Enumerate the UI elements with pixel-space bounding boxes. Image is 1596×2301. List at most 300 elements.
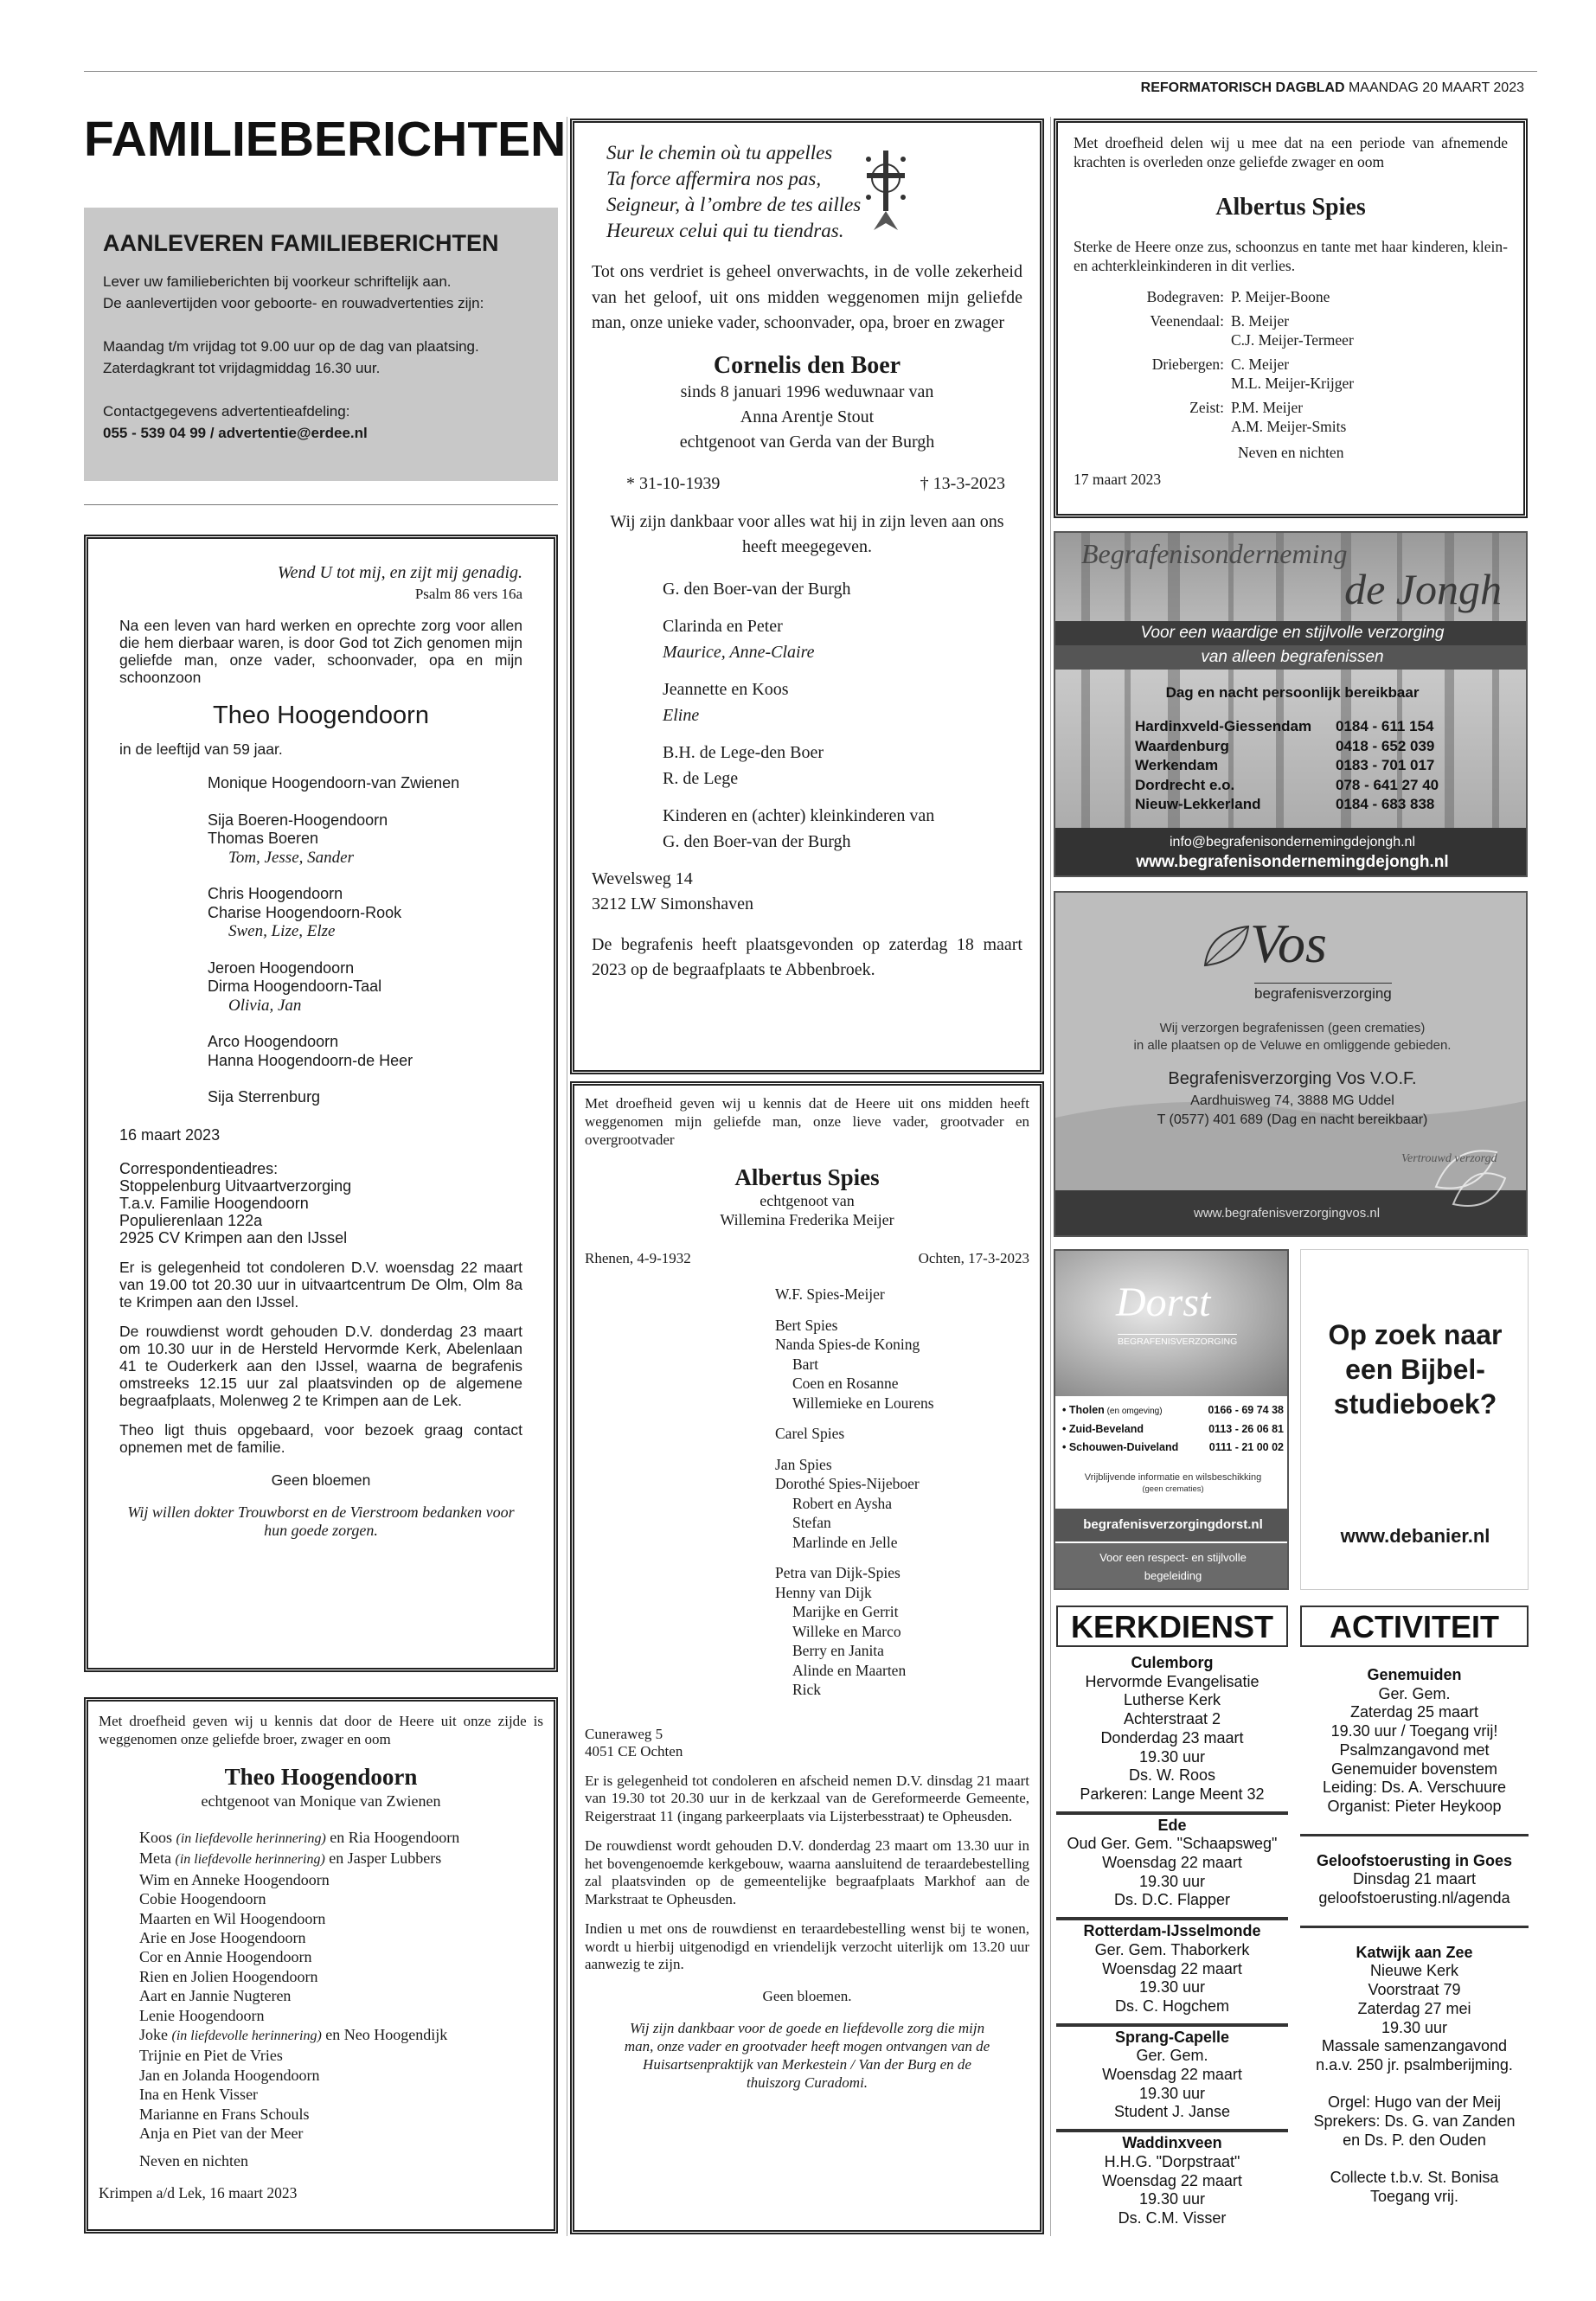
family-member xyxy=(139,2025,543,2046)
family-member: Dorothé Spies-Nijeboer xyxy=(775,1475,920,1492)
reachable: Dag en nacht persoonlijk bereikbaar xyxy=(1165,684,1420,701)
address-line: Correspondentieadres: xyxy=(119,1159,279,1177)
member-name: Trijnie en Piet de Vries xyxy=(139,2047,283,2065)
phone-table xyxy=(1135,717,1439,815)
born: * 31-10-1939 xyxy=(626,473,721,493)
family-member xyxy=(139,1828,543,1849)
deceased-name: Albertus Spies xyxy=(734,1164,880,1190)
entry-place: Waddinxveen xyxy=(1122,2134,1222,2152)
activiteit-entry xyxy=(1300,1834,1529,1920)
family-member: Petra van Dijk-Spies xyxy=(775,1564,901,1581)
entry-line: Massale samenzangavond xyxy=(1321,2037,1508,2055)
thanks: Wij zijn dankbaar voor de goede en liefdevolle zorg die mijn man, onze vader en grootvader heeft mogen ontvangen van de Huisartsenpraktijk van Merkestein / Van der Burg en de thuiszorg Curadomi. xyxy=(624,2019,990,2091)
activiteit-title: ACTIVITEIT xyxy=(1300,1606,1529,1647)
member-name: Cor en Annie Hoogendoorn xyxy=(139,1948,312,1966)
family-member: C.J. Meijer-Termeer xyxy=(1231,331,1354,349)
phone-number: 078 - 641 27 40 xyxy=(1336,776,1439,793)
family-group xyxy=(775,1424,1029,1444)
banier-text: Op zoek naar een Bijbel-studieboek? xyxy=(1328,1319,1503,1420)
entry-line: Psalmzangavond met xyxy=(1339,1740,1490,1759)
entry-line: Ds. W. Roos xyxy=(1128,1766,1216,1785)
logo-tag: begrafenisverzorging xyxy=(1254,983,1392,1003)
grandchildren: Maurice, Anne-Claire xyxy=(663,642,815,662)
wish: Sterke de Heere onze zus, schoonzus en tante met haar kinderen, klein- en achterkleinkinderen in dit verlies. xyxy=(1074,238,1508,274)
family-member: Charise Hoogendoorn-Rook xyxy=(208,903,402,921)
address-line: 4051 CE Ochten xyxy=(585,1742,683,1759)
ad-de-banier xyxy=(1300,1249,1529,1590)
family-member xyxy=(139,1870,543,1889)
member-name: Meta xyxy=(139,1849,176,1868)
family-member: B. Meijer xyxy=(1231,312,1290,330)
deceased-name: Theo Hoogendoorn xyxy=(224,1764,418,1790)
grandchild: Marijke en Gerrit xyxy=(792,1603,899,1620)
family-group xyxy=(208,959,522,1016)
para-service: De rouwdienst wordt gehouden D.V. donderdag 23 maart om 10.30 uur in de Hersteld Hervormde Kerk, Abelenlaan 41 te Ouderkerk aan den IJssel, waarna de begrafenis omstreeks 12.15 uur zal plaatsvinden op de algemene begraafplaats, Molenweg 2 te Krimpen aan de Lek. xyxy=(119,1322,522,1409)
entry-line: Lutherse Kerk xyxy=(1123,1691,1221,1709)
phone-place: Waardenburg xyxy=(1135,737,1229,754)
entry-line: 19.30 uur / Toegang vrij! xyxy=(1330,1722,1498,1740)
spouse: echtgenoot van Gerda van der Burgh xyxy=(679,432,935,452)
family-member: Henny van Dijk xyxy=(775,1583,872,1601)
email[interactable]: info@begrafenisondernemingdejongh.nl xyxy=(1170,835,1415,849)
died: † 13-3-2023 xyxy=(920,473,1005,493)
grandchild: Coen en Rosanne xyxy=(792,1375,899,1392)
family-group xyxy=(208,1088,522,1107)
phone-number: 0184 - 611 154 xyxy=(1336,718,1434,734)
place: Bodegraven: xyxy=(1146,288,1224,305)
poem-line: Ta force affermira nos pas, xyxy=(606,168,822,189)
grandchildren: Swen, Lize, Elze xyxy=(228,922,336,940)
entry-line: Woensdag 22 maart xyxy=(1102,1854,1242,1872)
family-group xyxy=(663,577,1022,603)
entry-line: 19.30 uur xyxy=(1138,1872,1206,1890)
entry-line: Zaterdag 27 mei xyxy=(1357,1999,1471,2017)
kerkdienst-entry xyxy=(1056,1811,1288,1914)
grandchild: Berry en Janita xyxy=(792,1642,884,1659)
entry-line: Nieuwe Kerk xyxy=(1369,1962,1459,1980)
website[interactable]: www.debanier.nl xyxy=(1340,1525,1490,1547)
names xyxy=(1231,311,1354,349)
ad-albertus-spies-family-meijer xyxy=(1054,119,1528,518)
family-member xyxy=(139,1928,543,1947)
family-member: Arco Hoogendoorn xyxy=(208,1033,339,1050)
kerkdienst-title: KERKDIENST xyxy=(1056,1606,1288,1647)
company: Begrafenisverzorging Vos V.O.F. xyxy=(1168,1069,1417,1088)
kerkdienst-entry xyxy=(1056,1917,1288,2020)
age: in de leeftijd van 59 jaar. xyxy=(119,740,283,758)
family-group xyxy=(775,1563,1029,1700)
family-place-row xyxy=(1074,355,1508,393)
family-group xyxy=(663,677,1022,728)
family-member xyxy=(139,1909,543,1928)
member-partner: en Ria Hoogendoorn xyxy=(325,1829,460,1846)
grandchild: Bart xyxy=(792,1355,819,1373)
bible-ref: Psalm 86 vers 16a xyxy=(414,586,522,602)
grandchild: Alinde en Maarten xyxy=(792,1661,907,1679)
top-rule xyxy=(84,71,1537,72)
entry-line: Oud Ger. Gem. "Schaapsweg" xyxy=(1067,1835,1278,1853)
family-place-row xyxy=(1074,311,1508,349)
place: Veenendaal: xyxy=(1150,312,1224,330)
member-name: Marianne en Frans Schouls xyxy=(139,2105,310,2123)
family-place-row xyxy=(1074,398,1508,436)
family-list xyxy=(663,577,1022,856)
para-service: De rouwdienst wordt gehouden D.V. donderdag 23 maart om 13.30 uur in het bovengenoemde kerkgebouw, waarna aansluitend de teraardebestelling zal plaatsvinden op de gemeentelijke begraafplaats Markhof aan de Markstraat te Opheusden. xyxy=(585,1837,1029,1907)
grandchild: Willeke en Marco xyxy=(792,1622,901,1640)
entry-line xyxy=(1300,2150,1529,2169)
family-group xyxy=(663,804,1022,855)
activiteit-entry xyxy=(1300,1659,1529,1829)
info-line-2: (geen crematies) xyxy=(1142,1484,1204,1494)
member-name: Joke xyxy=(139,2026,172,2044)
entry-line: Dinsdag 21 maart xyxy=(1352,1870,1477,1888)
family-place-row xyxy=(1074,287,1508,306)
entry-line: H.H.G. "Dorpstraat" xyxy=(1104,2152,1240,2170)
place-note: (en omgeving) xyxy=(1104,1407,1163,1416)
entry-line: Genemuider bovenstem xyxy=(1330,1759,1498,1778)
no-flowers: Geen bloemen. xyxy=(762,1987,852,2004)
info-lines xyxy=(103,271,539,422)
phone-row xyxy=(1062,1420,1284,1439)
entry-place: Culemborg xyxy=(1131,1654,1214,1671)
family-list xyxy=(208,774,522,1107)
entry-line: Leiding: Ds. A. Verschuure xyxy=(1322,1779,1507,1797)
entry-line: n.a.v. 250 jr. psalmberijming. xyxy=(1316,2055,1513,2073)
entry-line: 19.30 uur xyxy=(1138,1978,1206,1997)
family-member: G. den Boer-van der Burgh xyxy=(663,831,851,851)
family-member: Jeroen Hoogendoorn xyxy=(208,958,355,977)
slogan: Voor een respect- en stijlvolle begeleiding xyxy=(1055,1543,1289,1590)
family-group xyxy=(208,885,522,941)
died: Ochten, 17-3-2023 xyxy=(918,1250,1029,1266)
family-member xyxy=(139,2105,543,2124)
info-line xyxy=(103,314,539,336)
family-group xyxy=(775,1316,1029,1413)
para-condolence: Er is gelegenheid tot condoleren D.V. woensdag 22 maart van 19.00 tot 20.30 uur in uitvaartcentrum De Olm, Olm 8a te Krimpen aan den IJssel. xyxy=(119,1258,522,1311)
phone[interactable]: T (0577) 401 689 (Dag en nacht bereikbaar) xyxy=(1157,1112,1428,1127)
family-member xyxy=(139,1967,543,1986)
family-member: P. Meijer-Boone xyxy=(1231,288,1330,305)
names xyxy=(1231,355,1354,393)
member-note: (in liefdevolle herinnering) xyxy=(171,2029,322,2044)
entry-line: Ger. Gem. Thaborkerk xyxy=(1094,1940,1250,1958)
entry-place: Genemuiden xyxy=(1367,1666,1462,1683)
place-name: • Schouwen-Duiveland xyxy=(1062,1441,1179,1453)
address-line: T.a.v. Familie Hoogendoorn xyxy=(119,1194,309,1212)
leaf-logo-icon xyxy=(1201,922,1253,974)
phone-row xyxy=(1135,776,1439,796)
phone-row xyxy=(1062,1439,1284,1457)
address-line: Populierenlaan 122a xyxy=(119,1211,263,1229)
family-member: Sija Sterrenburg xyxy=(208,1088,321,1106)
phone-number: 0418 - 652 039 xyxy=(1336,737,1435,754)
line-1: Wij verzorgen begrafenissen (geen crematies) xyxy=(1159,1021,1426,1035)
logo: Dorst xyxy=(1116,1279,1211,1325)
family-group xyxy=(208,774,522,793)
entry-line: 19.30 uur xyxy=(1381,2018,1448,2036)
family-member: P.M. Meijer xyxy=(1231,399,1304,416)
phone-place: Werkendam xyxy=(1135,757,1219,773)
phone-row xyxy=(1135,795,1439,815)
entry-line: Ger. Gem. xyxy=(1378,1684,1451,1702)
entry-line: Parkeren: Lange Meent 32 xyxy=(1080,1785,1265,1803)
website[interactable]: begrafenisverzorgingdorst.nl xyxy=(1055,1509,1289,1541)
family-member: Hanna Hoogendoorn-de Heer xyxy=(208,1051,413,1069)
phone-place: Nieuw-Lekkerland xyxy=(1135,796,1261,812)
family-group xyxy=(663,740,1022,792)
member-name: Arie en Jose Hoogendoorn xyxy=(139,1929,306,1947)
activiteit-list xyxy=(1300,1659,1529,2219)
widower-name: Anna Arentje Stout xyxy=(740,407,875,426)
family-member: R. de Lege xyxy=(663,768,739,788)
kerkdienst-list xyxy=(1056,1652,1288,2232)
ad-theo-hoogendoorn-1 xyxy=(84,535,558,1672)
member-name: Rien en Jolien Hoogendoorn xyxy=(139,1967,318,1985)
family-group xyxy=(208,1033,522,1070)
entry-line: Woensdag 22 maart xyxy=(1102,2171,1242,2189)
paper-name: REFORMATORISCH DAGBLAD xyxy=(1140,80,1345,95)
family-list xyxy=(775,1285,1029,1700)
ad-albertus-spies-ochten xyxy=(570,1081,1044,2234)
poem-line: Sur le chemin où tu appelles xyxy=(606,142,833,163)
entry-line: Ger. Gem. xyxy=(1136,2047,1208,2065)
entry-line: Orgel: Hugo van der Meij xyxy=(1327,2093,1502,2112)
issue-date: MAANDAG 20 MAART 2023 xyxy=(1348,80,1524,95)
intro: Tot ons verdriet is geheel onverwachts, in de volle zekerheid van het geloof, uit ons midden weggenomen mijn geliefde man, onze unieke vader, schoonvader, opa, broer en zwager xyxy=(592,262,1022,332)
entry-line: en Ds. P. den Ouden xyxy=(1343,2131,1486,2149)
entry-line: geloofstoerusting.nl/agenda xyxy=(1318,1889,1510,1907)
family-group xyxy=(775,1455,1029,1553)
deceased-name: Cornelis den Boer xyxy=(713,351,901,379)
info xyxy=(1055,1472,1289,1495)
website[interactable]: www.begrafenisondernemingdejongh.nl xyxy=(1136,853,1449,871)
spouse-line: echtgenoot van xyxy=(760,1192,855,1209)
grandchildren: Eline xyxy=(663,705,700,725)
family-member: Jan Spies xyxy=(775,1455,832,1473)
grandchild: Marlinde en Jelle xyxy=(792,1533,898,1551)
info-line: Maandag t/m vrijdag tot 9.00 uur op de dag van plaatsing. xyxy=(103,338,479,355)
phone-place xyxy=(1062,1420,1144,1439)
phone-row xyxy=(1135,737,1439,757)
member-note: (in liefdevolle herinnering) xyxy=(176,1831,326,1846)
family-group xyxy=(775,1285,1029,1304)
phone-row xyxy=(1135,756,1439,776)
website[interactable]: www.begrafenisverzorgingvos.nl xyxy=(1194,1206,1381,1221)
intro: Met droefheid geven wij u kennis dat door de Heere uit onze zijde is weggenomen onze geliefde broer, zwager en oom xyxy=(99,1713,543,1747)
info-line: Zaterdagkrant tot vrijdagmiddag 16.30 uur. xyxy=(103,360,381,376)
kerkdienst-entry xyxy=(1056,2129,1288,2232)
family-member: Carel Spies xyxy=(775,1425,845,1442)
family-member xyxy=(139,1986,543,2005)
member-note: (in liefdevolle herinnering) xyxy=(175,1852,325,1868)
family-member: Jeannette en Koos xyxy=(663,680,789,699)
entry-place: Sprang-Capelle xyxy=(1114,2028,1230,2046)
address xyxy=(592,867,1022,917)
info-line: Vrijblijvende informatie en wilsbeschikking xyxy=(1084,1472,1262,1483)
ad-dorst xyxy=(1054,1249,1289,1590)
entry-line: Hervormde Evangelisatie xyxy=(1085,1672,1259,1690)
grandchild: Stefan xyxy=(792,1514,831,1531)
intro: Met droefheid delen wij u mee dat na een periode van afnemende krachten is overleden onze geliefde zwager en oom xyxy=(1074,134,1508,170)
thanks: Wij willen dokter Trouwborst en de Vierstroom bedanken voor hun goede zorgen. xyxy=(127,1503,515,1539)
entry-place: Ede xyxy=(1157,1816,1187,1834)
info-line: Lever uw familieberichten bij voorkeur schriftelijk aan. xyxy=(103,273,452,290)
entry-line xyxy=(1300,2075,1529,2094)
ad-cornelis-den-boer xyxy=(570,119,1044,1074)
slogan-2: van alleen begrafenissen xyxy=(1201,648,1384,666)
ad-vos xyxy=(1054,891,1528,1237)
date: 16 maart 2023 xyxy=(119,1125,221,1144)
closing: Neven en nichten xyxy=(139,2151,248,2170)
entry-line: Toegang vrij. xyxy=(1369,2187,1459,2205)
grandchildren: Olivia, Jan xyxy=(228,996,302,1015)
col-sep-2 xyxy=(1050,117,1051,2236)
member-name: Jan en Jolanda Hoogendoorn xyxy=(139,2066,320,2084)
entry-line: Ds. C. Hogchem xyxy=(1114,1997,1230,2015)
family-member: B.H. de Lege-den Boer xyxy=(663,743,824,762)
phone-place xyxy=(1062,1401,1163,1420)
address xyxy=(585,1726,1029,1760)
grandchild: Robert en Aysha xyxy=(792,1494,893,1512)
info-line xyxy=(103,379,539,401)
ad-de-jongh xyxy=(1054,531,1528,877)
para-viewing: Theo ligt thuis opgebaard, voor bezoek graag contact opnemen met de familie. xyxy=(119,1420,522,1456)
member-name: Cobie Hoogendoorn xyxy=(139,1890,266,1908)
entry-line: Ds. C.M. Visser xyxy=(1118,2208,1227,2227)
member-partner: en Neo Hoogendijk xyxy=(321,2026,448,2044)
section-title: FAMILIEBERICHTEN xyxy=(84,112,567,167)
ad-theo-hoogendoorn-2 xyxy=(84,1697,558,2234)
closing: Neven en nichten xyxy=(1238,444,1344,461)
family-member xyxy=(139,2046,543,2065)
date: 17 maart 2023 xyxy=(1074,471,1162,488)
entry-line: Ds. D.C. Flapper xyxy=(1113,1891,1231,1909)
family-list xyxy=(1074,287,1508,436)
family-member xyxy=(139,2085,543,2104)
member-name: Koos xyxy=(139,1829,176,1846)
family-member xyxy=(139,1889,543,1908)
poem-line: Heureux celui qui tu tiendras. xyxy=(606,220,844,241)
entry-line: 19.30 uur xyxy=(1138,2084,1206,2102)
place-name: • Zuid-Beveland xyxy=(1062,1423,1144,1435)
info-line: Contactgegevens advertentieafdeling: xyxy=(103,403,350,420)
address-line: Wevelsweg 14 xyxy=(592,869,693,888)
member-name: Aart en Jannie Nugteren xyxy=(139,1987,292,2005)
phone-row xyxy=(1135,717,1439,737)
phone-place: Hardinxveld-Giessendam xyxy=(1135,718,1312,734)
signature: Vertrouwd verzorgd xyxy=(1401,1152,1497,1165)
entry-line: Student J. Janse xyxy=(1113,2103,1231,2121)
deceased-name: Theo Hoogendoorn xyxy=(213,702,429,729)
entry-place: Rotterdam-IJsselmonde xyxy=(1083,1922,1261,1940)
family-member: Kinderen en (achter) kleinkinderen van xyxy=(663,806,935,825)
entry-line: Donderdag 23 maart xyxy=(1100,1728,1244,1747)
member-name: Ina en Henk Visser xyxy=(139,2086,259,2104)
place: Zeist: xyxy=(1189,399,1224,416)
gratitude: Wij zijn dankbaar voor alles wat hij in zijn leven aan ons heeft meegegeven. xyxy=(610,511,1004,556)
logo: Vos xyxy=(1250,913,1327,974)
family-member: Thomas Boeren xyxy=(208,830,319,847)
spouse: echtgenoot van Monique van Zwienen xyxy=(201,1792,441,1810)
address-line: Stoppelenburg Uitvaartverzorging xyxy=(119,1176,352,1195)
place-name: • Tholen xyxy=(1062,1404,1105,1416)
correspondence-address xyxy=(119,1160,522,1247)
activiteit-entry xyxy=(1300,1926,1529,2219)
entry-line: Woensdag 22 maart xyxy=(1102,1959,1242,1977)
family-group xyxy=(663,614,1022,665)
family-member xyxy=(139,2006,543,2025)
phone-place: Dordrecht e.o. xyxy=(1135,776,1235,793)
born: Rhenen, 4-9-1932 xyxy=(585,1250,691,1266)
kerkdienst-entry xyxy=(1056,1652,1288,1808)
poem xyxy=(606,140,1022,244)
family-member: Clarinda en Peter xyxy=(663,617,783,636)
family-member: Dirma Hoogendoorn-Taal xyxy=(208,977,382,995)
grandchildren: Tom, Jesse, Sander xyxy=(228,848,354,867)
poem-line: Seigneur, à l’ombre de tes ailles xyxy=(606,194,862,215)
line-2: in alle plaatsen op de Veluwe en omliggende gebieden. xyxy=(1133,1038,1452,1053)
family-member xyxy=(139,2124,543,2143)
slogan xyxy=(1055,621,1528,670)
phone-list xyxy=(1062,1401,1284,1457)
phone-number: 0111 - 21 00 02 xyxy=(1208,1441,1284,1453)
entry-line: Woensdag 22 maart xyxy=(1102,2066,1242,2084)
member-name: Lenie Hoogendoorn xyxy=(139,2006,265,2024)
entry-line: Organist: Pieter Heykoop xyxy=(1327,1797,1502,1815)
entry-place: Geloofstoerusting in Goes xyxy=(1316,1851,1513,1869)
names xyxy=(1231,398,1346,436)
address-line: Cuneraweg 5 xyxy=(585,1725,663,1742)
family-member: Sija Boeren-Hoogendoorn xyxy=(208,811,388,829)
no-flowers: Geen bloemen xyxy=(271,1471,371,1489)
contact-bar xyxy=(1055,828,1528,877)
logo-line2: de Jongh xyxy=(1344,565,1502,613)
family-member: G. den Boer-van der Burgh xyxy=(663,579,851,599)
widower-line: sinds 8 januari 1996 weduwnaar van xyxy=(680,381,934,401)
info-contact[interactable]: 055 - 539 04 99 / advertentie@erdee.nl xyxy=(103,425,368,441)
address-line: 2925 CV Krimpen aan den IJssel xyxy=(119,1228,348,1247)
family-member: Bert Spies xyxy=(775,1316,838,1334)
place: Driebergen: xyxy=(1151,356,1224,373)
entry-place: Katwijk aan Zee xyxy=(1356,1943,1473,1961)
phone-number: 0183 - 701 017 xyxy=(1336,757,1435,773)
family-group xyxy=(208,811,522,868)
logo-tag: BEGRAFENISVERZORGING xyxy=(1118,1334,1237,1347)
logo-line1: Begrafenisonderneming xyxy=(1081,538,1348,569)
family-member xyxy=(139,1947,543,1966)
funeral: De begrafenis heeft plaatsgevonden op zaterdag 18 maart 2023 op de begraafplaats te Abbenbroek. xyxy=(592,935,1022,979)
member-partner: en Jasper Lubbers xyxy=(324,1849,442,1868)
grandchild: Willemieke en Lourens xyxy=(792,1394,934,1412)
member-name: Anja en Piet van der Meer xyxy=(139,2125,304,2143)
family-member xyxy=(139,1849,543,1869)
cross-emblem-icon xyxy=(862,147,910,242)
para-attend: Indien u met ons de rouwdienst en teraardebestelling wenst bij te wonen, wordt u hierbij uitgenodigd en vriendelijk verzocht uiterlijk om 13.20 uur aanwezig te zijn. xyxy=(585,1920,1029,1972)
deceased-name: Albertus Spies xyxy=(1215,194,1366,221)
family-member xyxy=(139,2066,543,2085)
phone-number: 0166 - 69 74 38 xyxy=(1208,1404,1284,1416)
intro: Na een leven van hard werken en oprechte zorg voor allen die hem dierbaar waren, is door God tot Zich genomen mijn geliefde man, onze vader, schoonvader, opa en mijn schoonzoon xyxy=(119,617,522,686)
phone-place xyxy=(1062,1439,1178,1457)
phone-number: 0184 - 683 838 xyxy=(1336,796,1435,812)
family-member: A.M. Meijer-Smits xyxy=(1231,418,1347,435)
family-member: C. Meijer xyxy=(1231,356,1290,373)
names xyxy=(1231,287,1330,306)
family-list xyxy=(139,1828,543,2144)
info-heading: AANLEVEREN FAMILIEBERICHTEN xyxy=(103,230,499,256)
address-line: 3212 LW Simonshaven xyxy=(592,894,754,913)
family-member: W.F. Spies-Meijer xyxy=(775,1285,885,1303)
